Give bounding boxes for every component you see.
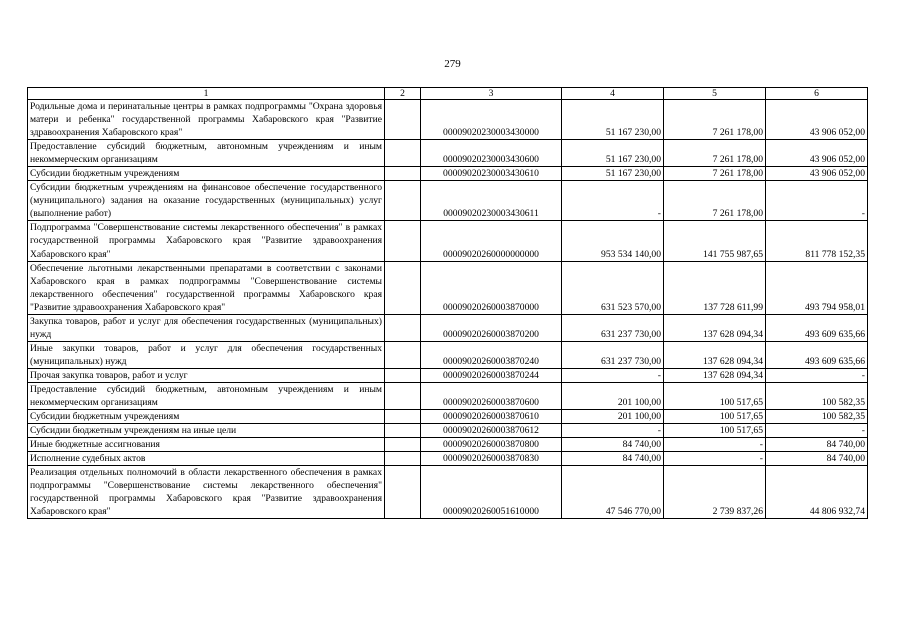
row-value-col6: 100 582,35	[766, 410, 868, 424]
row-name: Родильные дома и перинатальные центры в рамках подпрограммы "Охрана здоровья матери и ребенка" государственной программы Хабаровского края "Развитие здравоохранения Хабаровского края"	[28, 100, 385, 140]
row-code: 00009020260051610000	[421, 466, 562, 519]
row-col2	[385, 314, 421, 341]
table-row	[28, 368, 868, 382]
column-header: 5	[664, 88, 766, 100]
row-value-col4: 631 523 570,00	[562, 261, 664, 314]
row-code: 00009020260003870800	[421, 438, 562, 452]
row-value-col4: 201 100,00	[562, 382, 664, 409]
row-value-col4: -	[562, 181, 664, 221]
row-col2	[385, 341, 421, 368]
table-row	[28, 382, 868, 409]
row-value-col5: 7 261 178,00	[664, 167, 766, 181]
column-header: 4	[562, 88, 664, 100]
row-value-col4: 84 740,00	[562, 452, 664, 466]
table-row	[28, 167, 868, 181]
table-row	[28, 410, 868, 424]
row-col2	[385, 438, 421, 452]
row-value-col5: 100 517,65	[664, 410, 766, 424]
row-col2	[385, 140, 421, 167]
row-col2	[385, 167, 421, 181]
table-row	[28, 100, 868, 140]
row-name: Иные бюджетные ассигнования	[28, 438, 385, 452]
row-code: 00009020260003870610	[421, 410, 562, 424]
row-col2	[385, 261, 421, 314]
row-value-col6: 43 906 052,00	[766, 167, 868, 181]
row-value-col4: 51 167 230,00	[562, 167, 664, 181]
row-value-col5: -	[664, 452, 766, 466]
row-value-col5: 100 517,65	[664, 382, 766, 409]
row-value-col6: 84 740,00	[766, 438, 868, 452]
row-code: 00009020230003430000	[421, 100, 562, 140]
row-value-col6: -	[766, 368, 868, 382]
row-value-col5: 137 628 094,34	[664, 314, 766, 341]
table-header-row	[28, 88, 868, 100]
row-value-col5: 137 628 094,34	[664, 341, 766, 368]
row-code: 00009020230003430600	[421, 140, 562, 167]
row-value-col6: 811 778 152,35	[766, 221, 868, 261]
row-col2	[385, 368, 421, 382]
row-value-col4: 51 167 230,00	[562, 140, 664, 167]
row-value-col6: 43 906 052,00	[766, 140, 868, 167]
row-value-col6: -	[766, 424, 868, 438]
row-code: 00009020260003870000	[421, 261, 562, 314]
table-row	[28, 314, 868, 341]
row-value-col6: 493 609 635,66	[766, 341, 868, 368]
row-value-col5: 141 755 987,65	[664, 221, 766, 261]
row-value-col4: 631 237 730,00	[562, 341, 664, 368]
row-value-col6: 493 609 635,66	[766, 314, 868, 341]
table-row	[28, 181, 868, 221]
column-header: 1	[28, 88, 385, 100]
row-name: Субсидии бюджетным учреждениям на иные цели	[28, 424, 385, 438]
row-code: 00009020260003870600	[421, 382, 562, 409]
row-col2	[385, 452, 421, 466]
row-col2	[385, 410, 421, 424]
row-value-col5: 100 517,65	[664, 424, 766, 438]
page-number: 279	[444, 58, 461, 70]
row-col2	[385, 100, 421, 140]
budget-table	[27, 87, 868, 519]
row-value-col6: 84 740,00	[766, 452, 868, 466]
table-row	[28, 466, 868, 519]
row-name: Обеспечение льготными лекарственными препаратами в соответствии с законами Хабаровского края в рамках подпрограммы "Совершенствование системы лекарственного обеспечения" государственной программы Хабаровского края "Развитие здравоохранения Хабаровского края"	[28, 261, 385, 314]
row-value-col5: 7 261 178,00	[664, 181, 766, 221]
row-value-col5: 7 261 178,00	[664, 100, 766, 140]
row-name: Субсидии бюджетным учреждениям	[28, 410, 385, 424]
row-name: Прочая закупка товаров, работ и услуг	[28, 368, 385, 382]
table-row	[28, 261, 868, 314]
row-col2	[385, 466, 421, 519]
table-row	[28, 452, 868, 466]
row-name: Предоставление субсидий бюджетным, автономным учреждениям и иным некоммерческим организациям	[28, 382, 385, 409]
row-value-col6: -	[766, 181, 868, 221]
row-value-col5: 7 261 178,00	[664, 140, 766, 167]
table-row	[28, 341, 868, 368]
table-row	[28, 140, 868, 167]
table-row	[28, 424, 868, 438]
row-value-col4: -	[562, 424, 664, 438]
row-value-col4: -	[562, 368, 664, 382]
row-code: 00009020230003430610	[421, 167, 562, 181]
row-code: 00009020260003870612	[421, 424, 562, 438]
row-value-col4: 953 534 140,00	[562, 221, 664, 261]
row-value-col4: 47 546 770,00	[562, 466, 664, 519]
row-code: 00009020260003870830	[421, 452, 562, 466]
row-value-col4: 51 167 230,00	[562, 100, 664, 140]
row-name: Подпрограмма "Совершенствование системы лекарственного обеспечения" в рамках государственной программы Хабаровского края "Развитие здравоохранения Хабаровского края"	[28, 221, 385, 261]
row-code: 00009020260003870240	[421, 341, 562, 368]
row-name: Исполнение судебных актов	[28, 452, 385, 466]
table-row	[28, 438, 868, 452]
row-value-col6: 493 794 958,01	[766, 261, 868, 314]
row-name: Субсидии бюджетным учреждениям на финансовое обеспечение государственного (муниципального) задания на оказание государственных (муниципальных) услуг (выполнение работ)	[28, 181, 385, 221]
row-name: Субсидии бюджетным учреждениям	[28, 167, 385, 181]
row-col2	[385, 181, 421, 221]
row-value-col6: 100 582,35	[766, 382, 868, 409]
column-header: 6	[766, 88, 868, 100]
row-value-col4: 84 740,00	[562, 438, 664, 452]
row-col2	[385, 424, 421, 438]
row-code: 00009020260000000000	[421, 221, 562, 261]
row-value-col4: 631 237 730,00	[562, 314, 664, 341]
row-value-col6: 44 806 932,74	[766, 466, 868, 519]
row-name: Реализация отдельных полномочий в области лекарственного обеспечения в рамках подпрограммы "Совершенствование системы лекарственного обеспечения" государственной программы Хабаровского края "Развитие здравоохранения Хабаровского края"	[28, 466, 385, 519]
row-name: Иные закупки товаров, работ и услуг для обеспечения государственных (муниципальных) нужд	[28, 341, 385, 368]
row-value-col5: -	[664, 438, 766, 452]
row-name: Закупка товаров, работ и услуг для обеспечения государственных (муниципальных) нужд	[28, 314, 385, 341]
row-col2	[385, 221, 421, 261]
row-code: 00009020260003870200	[421, 314, 562, 341]
table-row	[28, 221, 868, 261]
column-header: 3	[421, 88, 562, 100]
row-value-col6: 43 906 052,00	[766, 100, 868, 140]
column-header: 2	[385, 88, 421, 100]
row-name: Предоставление субсидий бюджетным, автономным учреждениям и иным некоммерческим организациям	[28, 140, 385, 167]
row-col2	[385, 382, 421, 409]
row-value-col5: 137 728 611,99	[664, 261, 766, 314]
row-value-col4: 201 100,00	[562, 410, 664, 424]
row-value-col5: 137 628 094,34	[664, 368, 766, 382]
row-code: 00009020260003870244	[421, 368, 562, 382]
row-code: 00009020230003430611	[421, 181, 562, 221]
row-value-col5: 2 739 837,26	[664, 466, 766, 519]
